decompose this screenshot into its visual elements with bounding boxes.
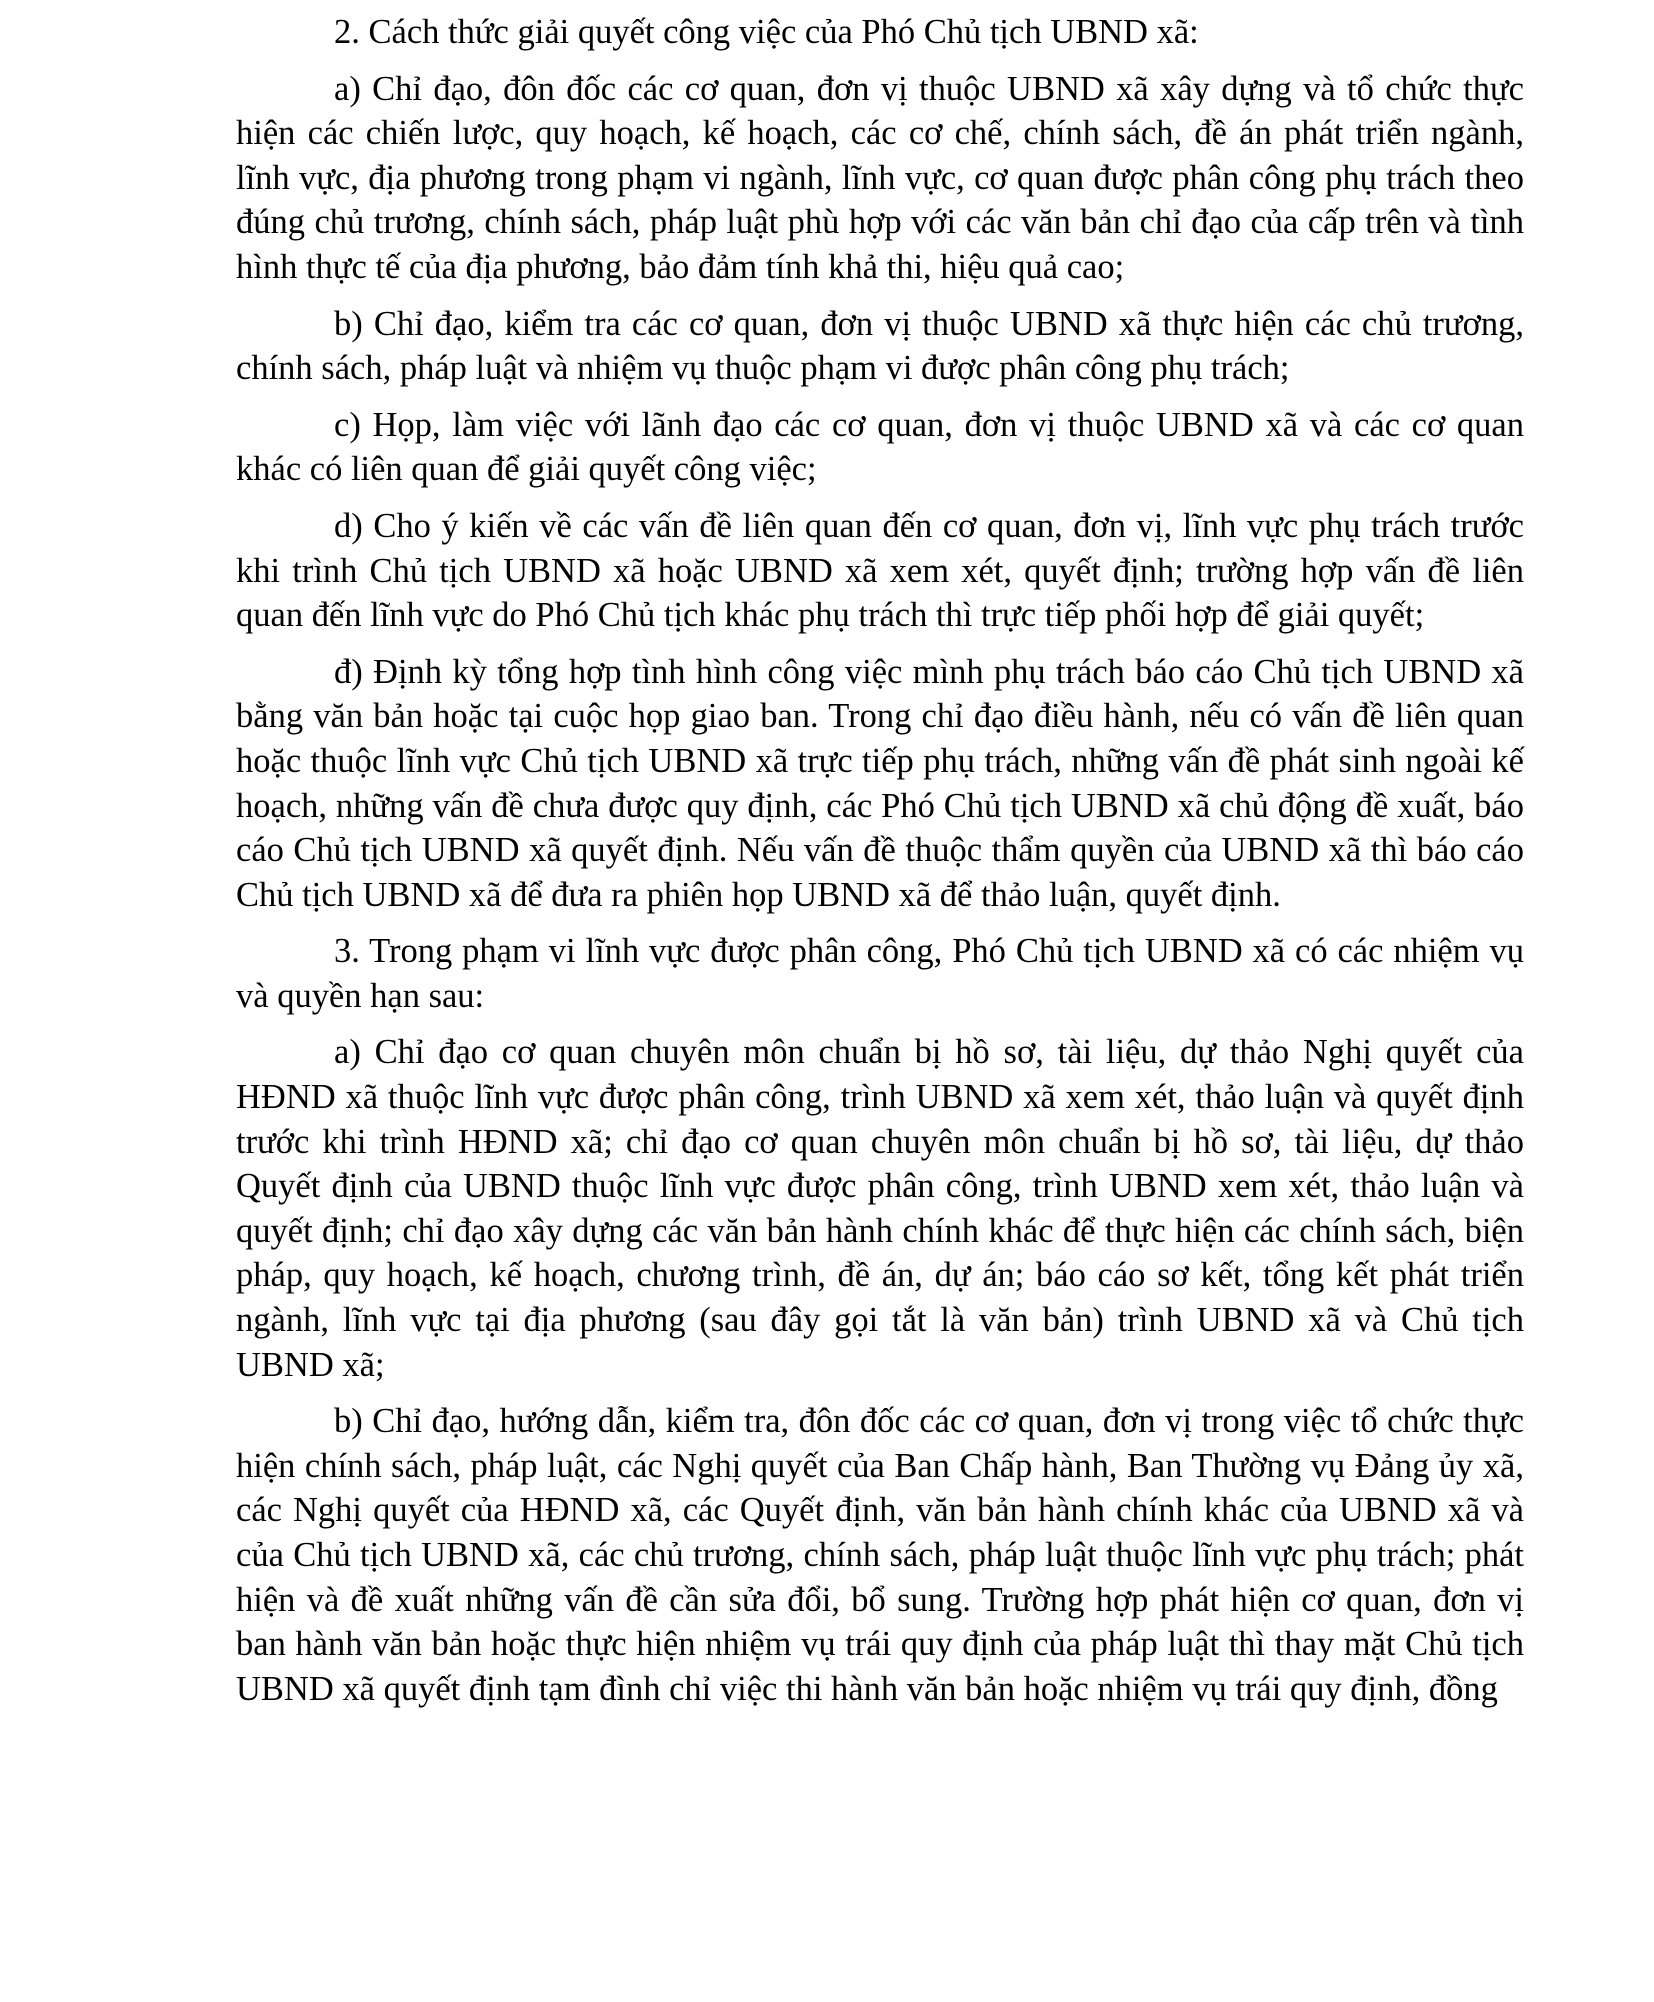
paragraph-section-2-heading: 2. Cách thức giải quyết công việc của Phó Chủ tịch UBND xã: xyxy=(334,13,1199,51)
paragraph-2b: b) Chỉ đạo, kiểm tra các cơ quan, đơn vị thuộc UBND xã thực hiện các chủ trương, chính sách, pháp luật và nhiệm vụ thuộc phạm vi được phân công phụ trách; xyxy=(236,304,1524,388)
paragraph-2d: d) Cho ý kiến về các vấn đề liên quan đến cơ quan, đơn vị, lĩnh vực phụ trách trước khi trình Chủ tịch UBND xã hoặc UBND xã xem xét, quyết định; trường hợp vấn đề liên quan đến lĩnh vực do Phó Chủ tịch khác phụ trách thì trực tiếp phối hợp để giải quyết; xyxy=(236,506,1524,635)
paragraph-2a: a) Chỉ đạo, đôn đốc các cơ quan, đơn vị thuộc UBND xã xây dựng và tổ chức thực hiện các chiến lược, quy hoạch, kế hoạch, các cơ chế, chính sách, đề án phát triển ngành, lĩnh vực, địa phương trong phạm vi ngành, lĩnh vực, cơ quan được phân công phụ trách theo đúng chủ trương, chính sách, pháp luật phù hợp với các văn bản chỉ đạo của cấp trên và tình hình thực tế của địa phương, bảo đảm tính khả thi, hiệu quả cao; xyxy=(236,69,1524,286)
document-body xyxy=(236,10,1524,1723)
paragraph-3a: a) Chỉ đạo cơ quan chuyên môn chuẩn bị hồ sơ, tài liệu, dự thảo Nghị quyết của HĐND xã thuộc lĩnh vực được phân công, trình UBND xã xem xét, thảo luận và quyết định trước khi trình HĐND xã; chỉ đạo cơ quan chuyên môn chuẩn bị hồ sơ, tài liệu, dự thảo Quyết định của UBND thuộc lĩnh vực được phân công, trình UBND xem xét, thảo luận và quyết định; chỉ đạo xây dựng các văn bản hành chính khác để thực hiện các chính sách, biện pháp, quy hoạch, kế hoạch, chương trình, đề án, dự án; báo cáo sơ kết, tổng kết phát triển ngành, lĩnh vực tại địa phương (sau đây gọi tắt là văn bản) trình UBND xã và Chủ tịch UBND xã; xyxy=(236,1033,1524,1384)
paragraph-section-3-heading: 3. Trong phạm vi lĩnh vực được phân công, Phó Chủ tịch UBND xã có các nhiệm vụ và quyền hạn sau: xyxy=(236,932,1524,1015)
paragraph-2dd: đ) Định kỳ tổng hợp tình hình công việc mình phụ trách báo cáo Chủ tịch UBND xã bằng văn bản hoặc tại cuộc họp giao ban. Trong chỉ đạo điều hành, nếu có vấn đề liên quan hoặc thuộc lĩnh vực Chủ tịch UBND xã trực tiếp phụ trách, những vấn đề phát sinh ngoài kế hoạch, những vấn đề chưa được quy định, các Phó Chủ tịch UBND xã chủ động đề xuất, báo cáo Chủ tịch UBND xã quyết định. Nếu vấn đề thuộc thẩm quyền của UBND xã thì báo cáo Chủ tịch UBND xã để đưa ra phiên họp UBND xã để thảo luận, quyết định. xyxy=(236,652,1524,914)
paragraph-2c: c) Họp, làm việc với lãnh đạo các cơ quan, đơn vị thuộc UBND xã và các cơ quan khác có liên quan để giải quyết công việc; xyxy=(236,405,1524,489)
paragraph-3b: b) Chỉ đạo, hướng dẫn, kiểm tra, đôn đốc các cơ quan, đơn vị trong việc tổ chức thực hiện chính sách, pháp luật, các Nghị quyết của Ban Chấp hành, Ban Thường vụ Đảng ủy xã, các Nghị quyết của HĐND xã, các Quyết định, văn bản hành chính khác của UBND xã và của Chủ tịch UBND xã, các chủ trương, chính sách, pháp luật thuộc lĩnh vực phụ trách; phát hiện và đề xuất những vấn đề cần sửa đổi, bổ sung. Trường hợp phát hiện cơ quan, đơn vị ban hành văn bản hoặc thực hiện nhiệm vụ trái quy định của pháp luật thì thay mặt Chủ tịch UBND xã quyết định tạm đình chỉ việc thi hành văn bản hoặc nhiệm vụ trái quy định, đồng xyxy=(236,1402,1524,1708)
